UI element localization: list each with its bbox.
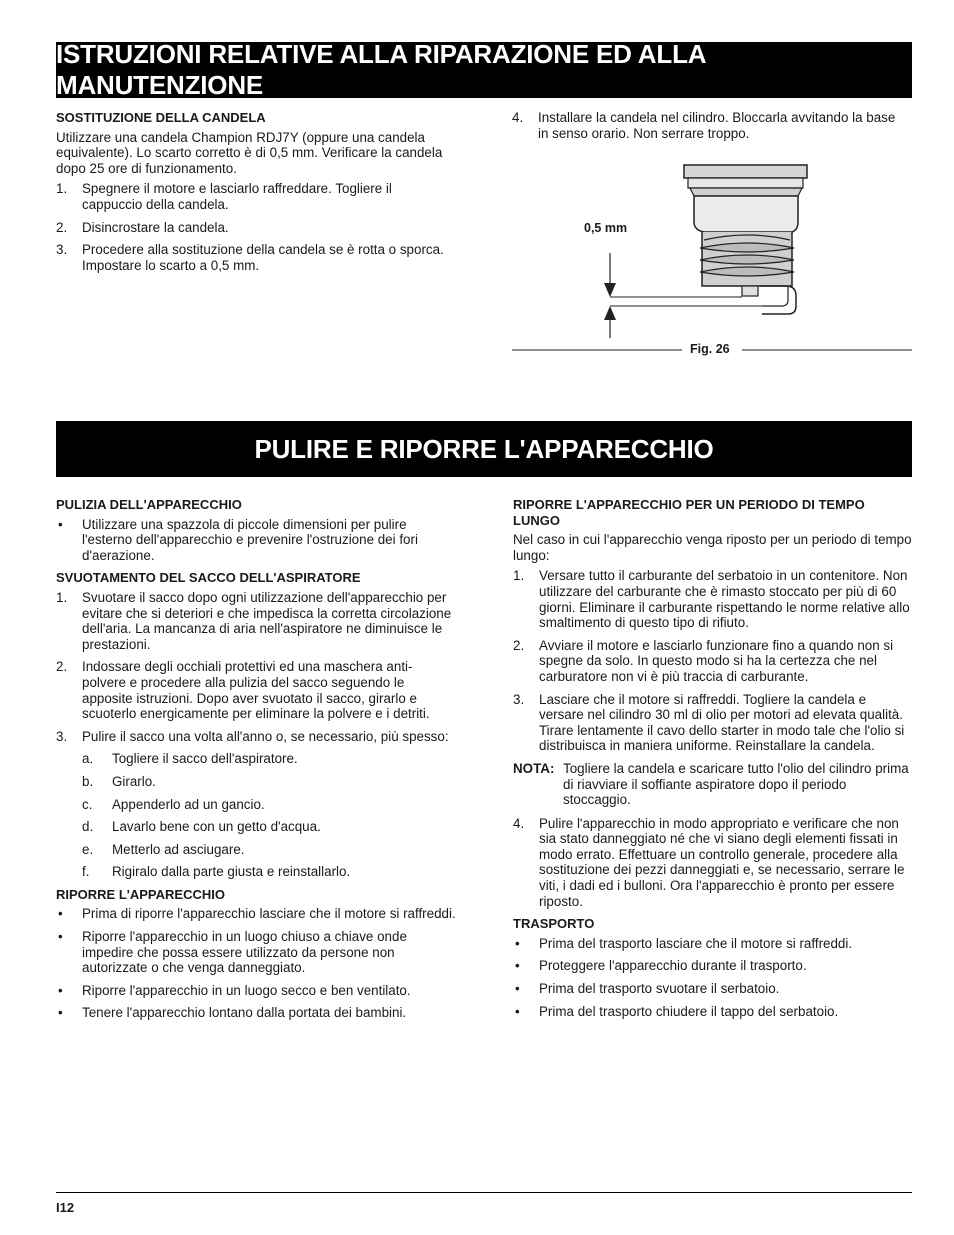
list-item: 1. Spegnere il motore e lasciarlo raffreddare. Togliere il cappuccio della candela. xyxy=(56,181,392,212)
list-item: 4. Installare la candela nel cilindro. Bloccarla avvitando la base in senso orario. Non serrare troppo. xyxy=(512,110,896,141)
list-item: 1. Versare tutto il carburante del serbatoio in un contenitore. Non utilizzare del carburante che è rimasto stoccato per più di 60 giorni. Eliminare il carburante rispettando le norme relative allo smaltimento di questo tipo di rifiuto. xyxy=(513,568,910,631)
spark-plug-figure xyxy=(512,160,912,360)
longterm-intro: Nel caso in cui l'apparecchio venga riposto per un periodo di tempo lungo: xyxy=(513,532,912,563)
footer-divider xyxy=(56,1192,912,1193)
list-item: b. Girarlo. xyxy=(82,773,156,789)
list-item: • Riporre l'apparecchio in un luogo chiuso a chiave onde impedire che possa essere utilizzato da persone non autorizzate o che venga danneggiato. xyxy=(58,929,407,976)
left-column xyxy=(56,497,456,1028)
list-item: • Prima del trasporto svuotare il serbatoio. xyxy=(515,981,780,997)
spark-plug-drawing xyxy=(512,160,912,360)
gap-label: 0,5 mm xyxy=(584,221,628,235)
transport-heading: TRASPORTO xyxy=(513,916,595,932)
list-item: a. Togliere il sacco dell'aspiratore. xyxy=(82,751,298,767)
list-item: • Utilizzare una spazzola di piccole dimensioni per pulire l'esterno dell'apparecchio e prevenire l'ostruzione dei fori d'aerazione. xyxy=(58,516,418,563)
store-heading: RIPORRE L'APPARECCHIO xyxy=(56,886,225,902)
list-item: f. Rigiralo dalla parte giusta e reinstallarlo. xyxy=(82,864,351,880)
list-item: e. Metterlo ad asciugare. xyxy=(82,841,245,857)
list-item: 3. Pulire il sacco una volta all'anno o, se necessario, più spesso: xyxy=(56,728,449,744)
note-text: Togliere la candela e scaricare tutto l'olio del cilindro prima di riavviare il soffiante aspiratore dopo il periodo stoccaggio. xyxy=(563,760,909,808)
list-item: • Prima del trasporto chiudere il tappo del serbatoio. xyxy=(515,1003,839,1019)
spark-step4 xyxy=(512,110,902,148)
list-item: • Proteggere l'apparecchio durante il trasporto. xyxy=(515,958,807,974)
list-item: 2. Indossare degli occhiali protettivi ed una maschera anti-polvere e procedere alla pulizia del sacco seguendo le apposite istruzioni. Dopo aver svuotato il sacco, girarlo e scuoterlo energicamente per eliminare la polvere e i detriti. xyxy=(56,659,430,722)
spark-heading: SOSTITUZIONE DELLA CANDELA xyxy=(56,110,266,125)
maintenance-banner: ISTRUZIONI RELATIVE ALLA RIPARAZIONE ED ALLA MANUTENZIONE xyxy=(56,42,912,98)
list-item: • Prima di riporre l'apparecchio lasciare che il motore si raffreddi. xyxy=(58,906,456,922)
spark-intro: Utilizzare una candela Champion RDJ7Y (oppure una candela equivalente). Lo scarto corretto è di 0,5 mm. Verificare la candela dopo 25 ore di funzionamento. xyxy=(56,129,443,176)
figure-caption: Fig. 26 xyxy=(690,342,730,356)
list-item: 1. Svuotare il sacco dopo ogni utilizzazione dell'apparecchio per evitare che si deteriori e che impedisca la corretta circolazione dell'aria. La mancanza di aria nell'aspiratore ne diminuisce le prestazioni. xyxy=(56,589,452,652)
bag-heading: SVUOTAMENTO DEL SACCO DELL'ASPIRATORE xyxy=(56,570,361,586)
list-item: d. Lavarlo bene con un getto d'acqua. xyxy=(82,819,321,835)
list-item: • Prima del trasporto lasciare che il motore si raffreddi. xyxy=(515,935,853,951)
spark-plug-section xyxy=(56,110,451,280)
list-item: 2. Avviare il motore e lasciarlo funzionare fino a quando non si spegne da solo. In questo modo si ha la certezza che nel carburatore non vi è più traccia di carburante. xyxy=(513,637,894,684)
page-number: I12 xyxy=(56,1200,75,1215)
cleaning-heading: PULIZIA DELL'APPARECCHIO xyxy=(56,497,242,512)
list-item: c. Appenderlo ad un gancio. xyxy=(82,796,265,812)
note-label: NOTA: xyxy=(513,760,555,776)
right-column xyxy=(513,497,913,1026)
list-item: 3. Lasciare che il motore si raffreddi. Togliere la candela e versare nel cilindro 30 ml di olio per motori ad elevata qualità. Tirare lentamente il cavo dello starter in modo tale che l'olio si distribuisca in maniera uniforme. Reinstallare la candela. xyxy=(513,691,905,754)
list-item: 2. Disincrostare la candela. xyxy=(56,219,229,235)
note-block xyxy=(513,761,913,808)
longterm-heading: RIPORRE L'APPARECCHIO PER UN PERIODO DI TEMPO LUNGO xyxy=(513,497,865,528)
list-item: 4. Pulire l'apparecchio in modo appropriato e verificare che non sia stato danneggiato né che vi siano degli elementi fissati in modo errato. Effettuare un controllo generale, procedere alla sostituzione dei pezzi danneggiati e, se necessario, serrare le viti, i dadi ed i bulloni. Ora l'apparecchio è pronto per essere riposto. xyxy=(513,815,905,909)
cleaning-banner: PULIRE E RIPORRE L'APPARECCHIO xyxy=(56,421,912,477)
list-item: 3. Procedere alla sostituzione della candela se è rotta o sporca. Impostare lo scarto a 0,5 mm. xyxy=(56,242,444,273)
list-item: • Tenere l'apparecchio lontano dalla portata dei bambini. xyxy=(58,1005,407,1021)
list-item: • Riporre l'apparecchio in un luogo secco e ben ventilato. xyxy=(58,982,411,998)
